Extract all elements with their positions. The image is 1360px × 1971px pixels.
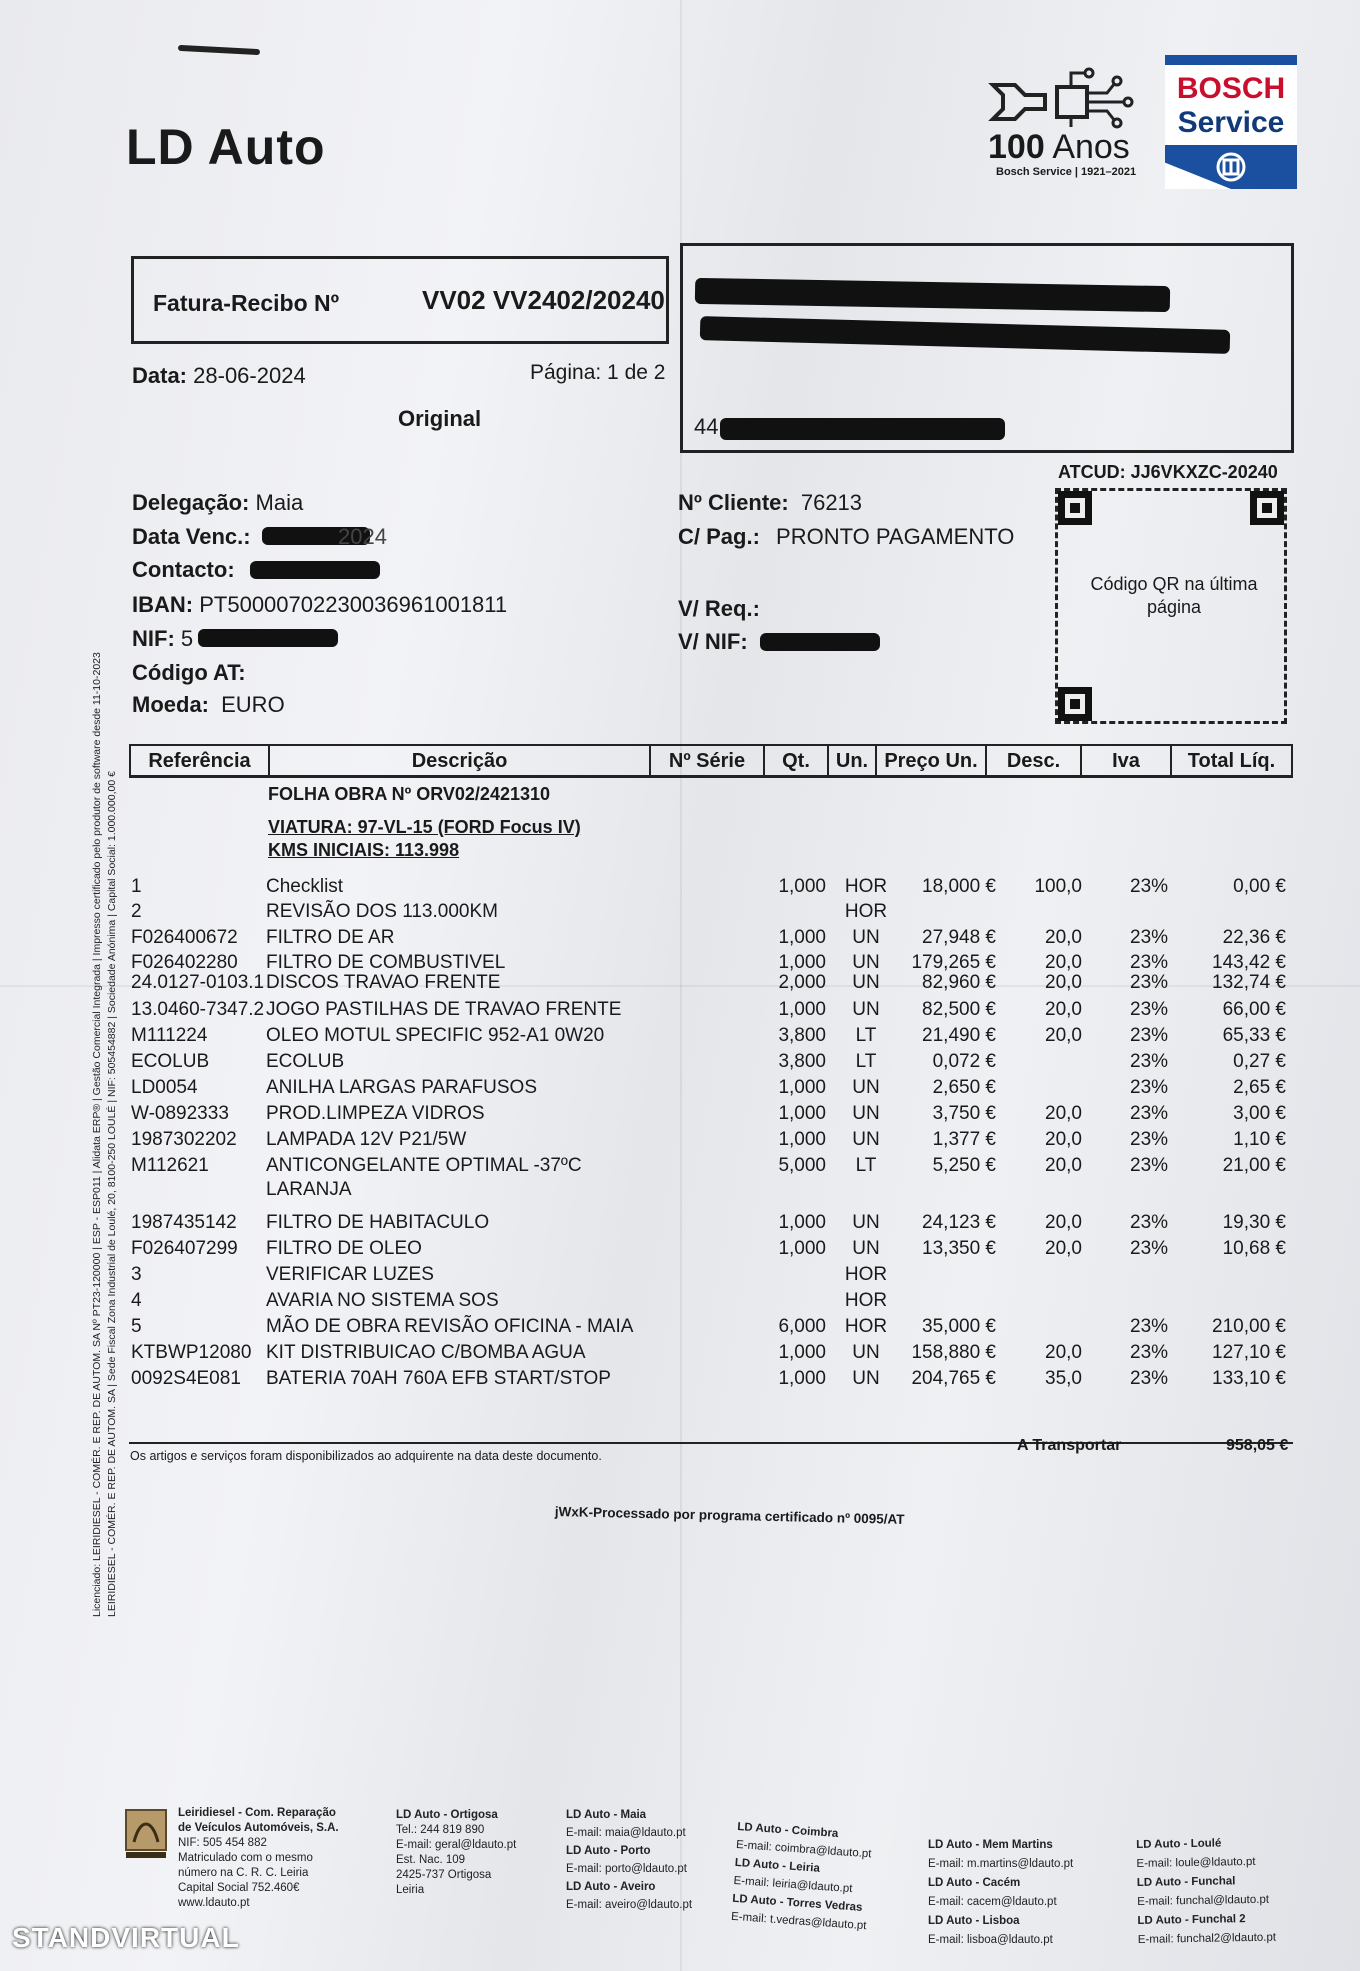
anos-label: 100 Anos [988, 128, 1130, 166]
cell-desc-pct: 35,0 [1045, 1368, 1082, 1389]
cell-qt: 1,000 [778, 1342, 826, 1363]
cell-desc: ANILHA LARGAS PARAFUSOS [266, 1077, 538, 1098]
viatura: VIATURA: 97-VL-15 (FORD Focus IV) [268, 817, 581, 837]
cell-desc: Checklist [266, 876, 344, 897]
th-referencia: Referência [131, 746, 270, 776]
redacted-postal [720, 418, 1005, 440]
cell-ref: KTBWP12080 [131, 1342, 252, 1363]
cell-total: 133,10 € [1212, 1368, 1286, 1389]
cell-un: HOR [844, 1290, 888, 1311]
invoice-number: VV02 VV2402/20240 [422, 285, 665, 315]
cell-qt: 1,000 [778, 952, 826, 973]
cell-desc: LAMPADA 12V P21/5W [266, 1129, 467, 1150]
atcud: ATCUD: JJ6VKXZC-20240 [1058, 462, 1278, 482]
cell-un: UN [852, 1103, 880, 1124]
cell-un: UN [852, 1212, 880, 1233]
cell-iva: 23% [1130, 1025, 1169, 1046]
redacted-vnif [760, 633, 880, 651]
sidebar-line-2: LEIRIDIESEL - COMÉR. E REP. DE AUTOM. SA | Sede Fiscal Zona Industrial de Loulé, 20, 8100-250 LOULÉ | NIF: 505454882 | Sociedade Anónima | Capital Social: 1.000.000,00 € [106, 771, 118, 1617]
data-venc-visible: 2024 [338, 524, 387, 549]
th-un: Un. [829, 746, 877, 776]
cell-ref: W-0892333 [131, 1103, 229, 1124]
delegacao-field: Delegação: Maia [132, 490, 304, 515]
cell-total: 66,00 € [1222, 999, 1286, 1020]
table-row [0, 876, 1360, 900]
cell-un: UN [852, 952, 880, 973]
sidebar-line-1: Licenciado: LEIRIDIESEL - COMÉR. E REP. DE AUTOM. SA Nº PT23-120000 | ESP - ESP011 | Alidata ERP® | Gestão Comercial Integrada | Impresso certificado pelo produtor de software desde 11-10-2023 [91, 652, 103, 1617]
invoice-label: Fatura-Recibo Nº [153, 290, 340, 316]
table-header [129, 744, 1293, 778]
table-row [0, 1051, 1360, 1075]
qr-text: Código QR na última página [1090, 574, 1258, 617]
th-iva: Iva [1082, 746, 1172, 776]
cell-un: HOR [844, 1264, 888, 1285]
table-row [0, 1238, 1360, 1262]
table-row [0, 1316, 1360, 1340]
cell-iva: 23% [1130, 1212, 1169, 1233]
contacto-field: Contacto: [132, 557, 235, 582]
cell-qt: 5,000 [778, 1155, 826, 1176]
folha-obra: FOLHA OBRA Nº ORV02/2421310 [268, 784, 551, 804]
cell-preco: 18,000 € [922, 876, 996, 897]
cell-iva: 23% [1130, 952, 1169, 973]
cell-desc: ANTICONGELANTE OPTIMAL -37ºC [266, 1155, 582, 1176]
cell-ref: M111224 [131, 1025, 208, 1046]
cell-un: UN [852, 1342, 880, 1363]
footer-col3: LD Auto - Maia E-mail: maia@ldauto.pt LD Auto - Porto E-mail: porto@ldauto.pt LD Auto - Aveiro E-mail: aveiro@ldauto.pt [566, 1809, 693, 1911]
cell-preco: 35,000 € [922, 1316, 996, 1337]
company-logo: LD Auto [126, 119, 326, 175]
cell-desc-pct: 20,0 [1045, 1103, 1082, 1124]
cell-desc: MÃO DE OBRA REVISÃO OFICINA - MAIA [266, 1316, 634, 1337]
moeda-field: Moeda: EURO [132, 692, 285, 717]
cell-qt: 1,000 [778, 1103, 826, 1124]
cell-qt: 3,800 [778, 1051, 826, 1072]
cell-total: 1,10 € [1233, 1129, 1286, 1150]
cell-total: 22,36 € [1222, 927, 1286, 948]
cell-total: 127,10 € [1212, 1342, 1286, 1363]
cell-total: 10,68 € [1222, 1238, 1286, 1259]
table-row [0, 1342, 1360, 1366]
redacted-nif [198, 629, 338, 647]
cpag-field: C/ Pag.: PRONTO PAGAMENTO [678, 524, 1015, 549]
cell-qt: 1,000 [778, 999, 826, 1020]
table-row [0, 1077, 1360, 1101]
cell-desc-pct: 20,0 [1045, 1238, 1082, 1259]
cell-total: 0,27 € [1233, 1051, 1286, 1072]
cell-ref: 13.0460-7347.2 [131, 999, 265, 1020]
cell-un: UN [852, 1129, 880, 1150]
cell-iva: 23% [1130, 1238, 1169, 1259]
cell-ref: LD0054 [131, 1077, 198, 1098]
footer-ortigosa: LD Auto - Ortigosa Tel.: 244 819 890 E-mail: geral@ldauto.pt Est. Nac. 109 2425-737 Ortigosa Leiria [396, 1809, 517, 1896]
cell-desc: REVISÃO DOS 113.000KM [266, 901, 498, 922]
bosch-service-logo: BOSCH Service [1165, 55, 1297, 189]
cell-iva: 23% [1130, 1129, 1169, 1150]
cell-desc: BATERIA 70AH 760A EFB START/STOP [266, 1368, 611, 1389]
transportar-label: A Transportar [1017, 1437, 1122, 1454]
cell-total: 143,42 € [1212, 952, 1286, 973]
cell-desc-pct: 20,0 [1045, 999, 1082, 1020]
cell-preco: 13,350 € [922, 1238, 996, 1259]
cell-ref: 5 [131, 1316, 142, 1337]
footer-leiridiesel: Leiridiesel - Com. Reparação de Veículos Automóveis, S.A. NIF: 505 454 882 Matriculado com o mesmo número na C. R. C. Leiria Capital Social 752.460€ www.ldauto.pt [178, 1807, 339, 1909]
cell-desc-pct: 20,0 [1045, 1212, 1082, 1233]
cell-qt: 1,000 [778, 1077, 826, 1098]
cell-desc: JOGO PASTILHAS DE TRAVAO FRENTE [266, 999, 622, 1020]
cell-preco: 0,072 € [932, 1051, 996, 1072]
cell-total: 65,33 € [1222, 1025, 1286, 1046]
wrench-circuit-icon [985, 65, 1135, 133]
cell-desc: ECOLUB [266, 1051, 345, 1072]
cell-desc-pct: 20,0 [1045, 1025, 1082, 1046]
table-row [0, 1129, 1360, 1153]
codigo-at-label: Código AT: [132, 660, 246, 685]
cell-qt: 3,800 [778, 1025, 826, 1046]
cell-ref: M112621 [131, 1155, 209, 1176]
leiridiesel-logo-icon [124, 1808, 168, 1860]
cell-desc-pct: 20,0 [1045, 927, 1082, 948]
cell-total: 19,30 € [1222, 1212, 1286, 1233]
cell-ref: F026402280 [131, 952, 238, 973]
cell-qt: 1,000 [778, 927, 826, 948]
legal-sidebar [90, 497, 120, 1617]
cell-preco: 3,750 € [932, 1103, 996, 1124]
cell-desc: VERIFICAR LUZES [266, 1264, 434, 1285]
cell-iva: 23% [1130, 1051, 1169, 1072]
cell-iva: 23% [1130, 876, 1169, 897]
table-row [0, 901, 1360, 925]
transportar-value: 958,05 € [1226, 1437, 1289, 1454]
cell-un: LT [855, 1025, 877, 1046]
cell-preco: 27,948 € [922, 927, 996, 948]
table-row [0, 927, 1360, 951]
vreq-label: V/ Req.: [678, 596, 760, 621]
cell-desc-pct: 20,0 [1045, 972, 1082, 993]
data-field: Data: 28-06-2024 [132, 363, 306, 388]
kms-iniciais: KMS INICIAIS: 113.998 [268, 840, 460, 860]
cell-preco: 82,960 € [922, 972, 996, 993]
nif-field: NIF: 5 [132, 626, 194, 651]
cell-ref: F026400672 [131, 927, 238, 948]
cell-un: UN [852, 1368, 880, 1389]
standvirtual-watermark: STANDVIRTUAL [12, 1922, 240, 1953]
th-serie: Nº Série [651, 746, 765, 776]
cell-iva: 23% [1130, 1155, 1169, 1176]
cell-preco: 1,377 € [932, 1129, 996, 1150]
cell-desc: KIT DISTRIBUICAO C/BOMBA AGUA [266, 1342, 586, 1363]
address-prefix: 44 [694, 414, 719, 439]
pagina-field: Página: 1 de 2 [530, 361, 666, 384]
cell-desc: PROD.LIMPEZA VIDROS [266, 1103, 485, 1124]
cell-desc-pct: 20,0 [1045, 1129, 1082, 1150]
data-venc-field: Data Venc.: [132, 524, 251, 549]
table-row [0, 999, 1360, 1023]
cell-qt: 1,000 [778, 1368, 826, 1389]
cell-ref: 1987302202 [131, 1129, 237, 1150]
table-row [0, 1103, 1360, 1127]
cell-preco: 204,765 € [911, 1368, 996, 1389]
th-descricao: Descrição [270, 746, 651, 776]
cell-desc-pct: 20,0 [1045, 952, 1082, 973]
cell-preco: 179,265 € [911, 952, 996, 973]
bosch-armature-icon [1215, 151, 1247, 183]
table-row [0, 1290, 1360, 1314]
redacted-contacto [250, 561, 380, 579]
cell-un: UN [852, 999, 880, 1020]
cell-ref: 2 [131, 901, 142, 922]
cell-iva: 23% [1130, 999, 1169, 1020]
cell-iva: 23% [1130, 1368, 1169, 1389]
cell-desc: DISCOS TRAVAO FRENTE [266, 972, 501, 993]
cell-un: LT [855, 1051, 877, 1072]
cell-qt: 1,000 [778, 876, 826, 897]
cell-iva: 23% [1130, 927, 1169, 948]
cell-ref: 0092S4E081 [131, 1368, 241, 1389]
cell-ref: 4 [131, 1290, 142, 1311]
cell-ref: 1 [131, 876, 142, 897]
cell-desc-line2: LARANJA [266, 1179, 352, 1200]
cell-preco: 82,500 € [922, 999, 996, 1020]
cell-iva: 23% [1130, 1103, 1169, 1124]
cell-preco: 158,880 € [911, 1342, 996, 1363]
th-qt: Qt. [765, 746, 829, 776]
footer-col6: LD Auto - Loulé E-mail: loule@ldauto.pt LD Auto - Funchal E-mail: funchal@ldauto.pt LD Auto - Funchal 2 E-mail: funchal2@ldauto.pt [1136, 1837, 1277, 1946]
cell-ref: F026407299 [131, 1238, 238, 1259]
cell-total: 2,65 € [1233, 1077, 1286, 1098]
cell-desc: FILTRO DE OLEO [266, 1238, 422, 1259]
cell-desc: AVARIA NO SISTEMA SOS [266, 1290, 499, 1311]
cell-un: LT [855, 1155, 877, 1176]
cell-iva: 23% [1130, 1316, 1169, 1337]
pen-mark [178, 45, 260, 55]
cell-qt: 2,000 [778, 972, 826, 993]
cell-preco: 2,650 € [932, 1077, 996, 1098]
iban-field: IBAN: PT50000702230036961001811 [132, 592, 508, 617]
cell-total: 21,00 € [1222, 1155, 1286, 1176]
th-total: Total Líq. [1187, 750, 1276, 772]
cell-un: HOR [844, 1316, 888, 1337]
cell-un: UN [852, 972, 880, 993]
cell-un: HOR [844, 901, 888, 922]
cell-iva: 23% [1130, 1342, 1169, 1363]
anos-sub: Bosch Service | 1921–2021 [996, 166, 1137, 178]
footer-col4: LD Auto - Coimbra E-mail: coimbra@ldauto.pt LD Auto - Leiria E-mail: leiria@ldauto.pt LD Auto - Torres Vedras E-mail: t.vedras@ldauto.pt [730, 1820, 872, 1933]
cell-total: 210,00 € [1212, 1316, 1286, 1337]
cell-un: UN [852, 1077, 880, 1098]
cell-preco: 5,250 € [932, 1155, 996, 1176]
cell-total: 132,74 € [1212, 972, 1286, 993]
cell-iva: 23% [1130, 1077, 1169, 1098]
table-row [0, 1264, 1360, 1288]
cell-desc: OLEO MOTUL SPECIFIC 952-A1 0W20 [266, 1025, 605, 1046]
cell-ref: 24.0127-0103.1 [131, 972, 265, 993]
cell-desc: FILTRO DE COMBUSTIVEL [266, 952, 506, 973]
cell-qt: 6,000 [778, 1316, 826, 1337]
cliente-field: Nº Cliente: 76213 [678, 490, 863, 515]
cell-ref: 1987435142 [131, 1212, 237, 1233]
th-preco: Preço Un. [877, 746, 987, 776]
cell-un: UN [852, 927, 880, 948]
cell-un: UN [852, 1238, 880, 1259]
footer-col5: LD Auto - Mem Martins E-mail: m.martins@ldauto.pt LD Auto - Cacém E-mail: cacem@ldauto.pt LD Auto - Lisboa E-mail: lisboa@ldauto.pt [928, 1839, 1074, 1946]
cell-desc: FILTRO DE HABITACULO [266, 1212, 490, 1233]
original-label: Original [398, 406, 482, 431]
cell-qt: 1,000 [778, 1212, 826, 1233]
footer-note: Os artigos e serviços foram disponibilizados ao adquirente na data deste documento. [130, 1449, 602, 1463]
cell-qt: 1,000 [778, 1238, 826, 1259]
cell-preco: 24,123 € [922, 1212, 996, 1233]
cell-qt: 1,000 [778, 1129, 826, 1150]
cell-ref: 3 [131, 1264, 142, 1285]
processado-label: jWxK-Processado por programa certificado nº 0095/AT [554, 1504, 905, 1527]
cell-un: HOR [844, 876, 888, 897]
table-row [0, 1155, 1360, 1200]
cell-total: 3,00 € [1233, 1103, 1286, 1124]
th-desc: Desc. [987, 746, 1082, 776]
table-row [0, 1212, 1360, 1236]
cell-desc-pct: 20,0 [1045, 1155, 1082, 1176]
cell-desc-pct: 20,0 [1045, 1342, 1082, 1363]
cell-iva: 23% [1130, 972, 1169, 993]
cell-ref: ECOLUB [131, 1051, 210, 1072]
table-row [0, 972, 1360, 996]
table-row [0, 1368, 1360, 1392]
cell-total: 0,00 € [1233, 876, 1286, 897]
cell-preco: 21,490 € [922, 1025, 996, 1046]
vnif-label: V/ NIF: [678, 629, 748, 654]
cell-desc: FILTRO DE AR [266, 927, 395, 948]
table-row [0, 1025, 1360, 1049]
cell-desc-pct: 100,0 [1034, 876, 1082, 897]
qr-placeholder [1055, 488, 1287, 724]
